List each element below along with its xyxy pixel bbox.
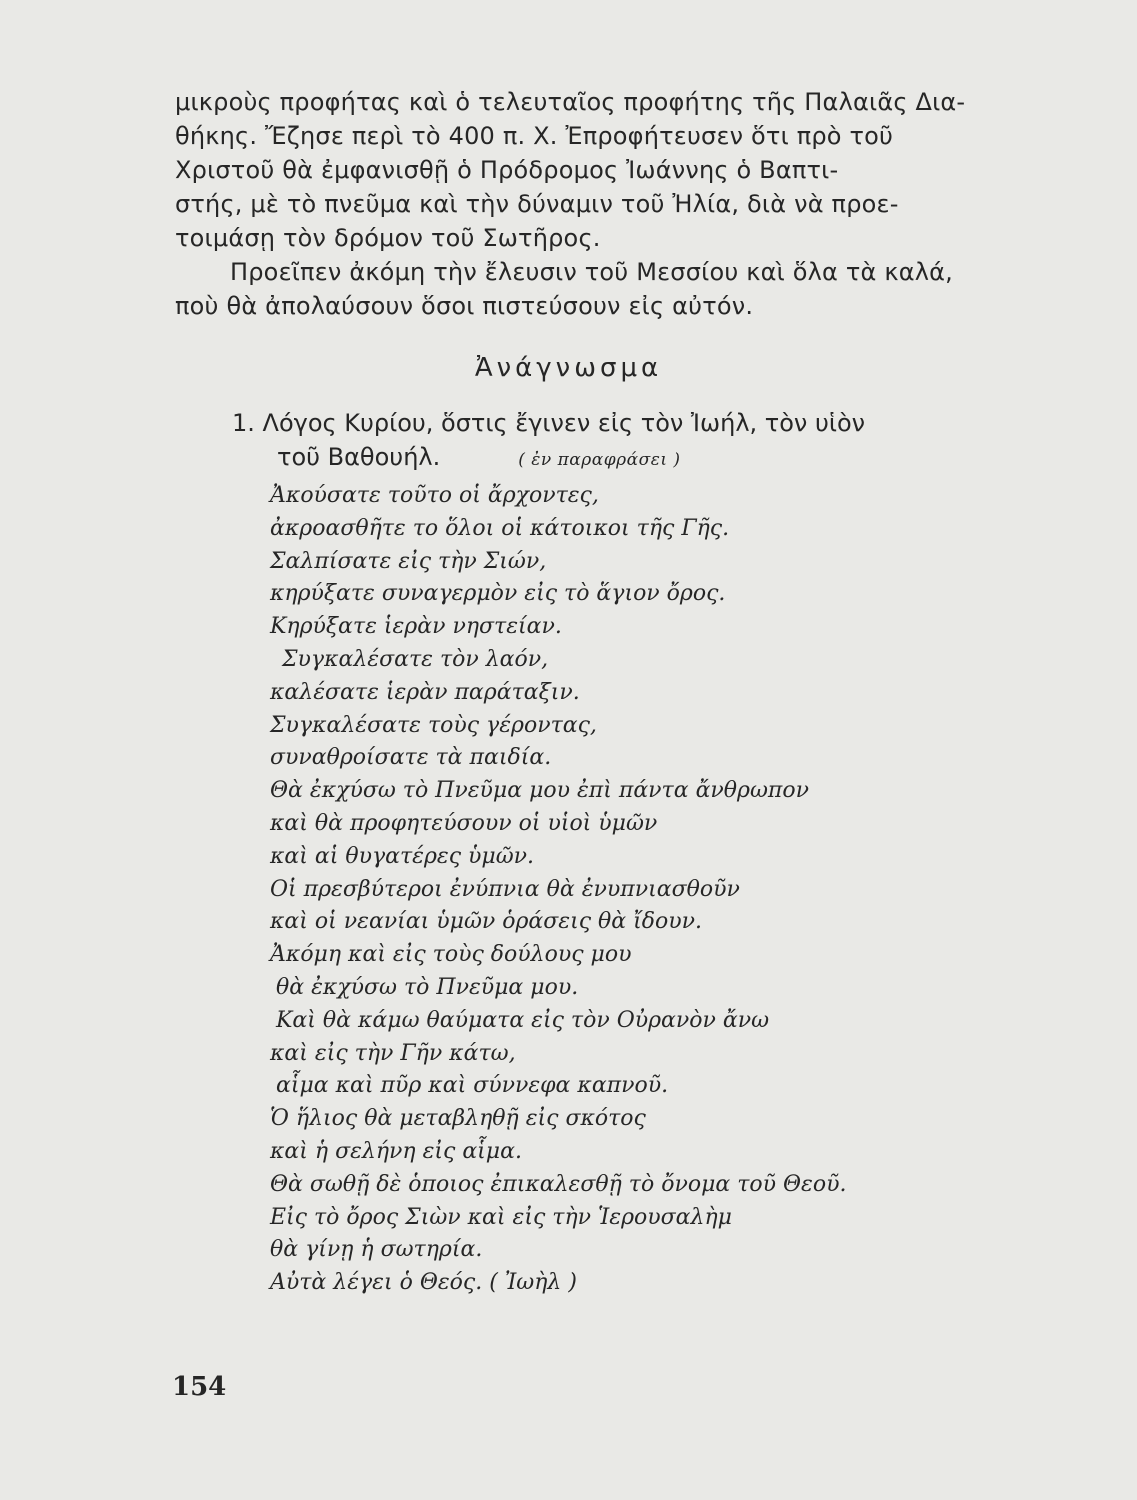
intro-line: τοιμάσῃ τὸν δρόμον τοῦ Σωτῆρος. [175,224,601,252]
poem-line: Ὁ ἥλιος θὰ μεταβληθῇ εἰς σκότος [270,1106,646,1132]
intro-line: θήκης. Ἔζησε περὶ τὸ 400 π. Χ. Ἐπροφήτευσεν ὅτι πρὸ τοῦ [175,122,894,150]
page-number: 154 [172,1372,227,1402]
section-heading: Ἀνάγνωσμα [474,353,663,383]
poem-line: Ἀκούσατε τοῦτο οἱ ἄρχοντες, [270,483,599,508]
reading-item [232,406,865,474]
poem-line: αἷμα καὶ πῦρ καὶ σύννεφα καπνοῦ. [276,1073,669,1099]
reading-source: τοῦ Βαθουήλ. [277,443,441,471]
poem-line: Θὰ σωθῇ δὲ ὁποιος ἐπικαλεσθῇ τὸ ὄνομα τοῦ Θεοῦ. [270,1171,847,1197]
poem-line: Οἱ πρεσβύτεροι ἐνύπνια θὰ ἐνυπνιασθοῦν [270,876,740,902]
poem-line: Θὰ ἐκχύσω τὸ Πνεῦμα μου ἐπὶ πάντα ἄνθρωπον [270,778,809,804]
poem-line: Συγκαλέσατε τὸν λαόν, [282,646,549,672]
poem-line: Κηρύξατε ἱερὰν νηστείαν. [270,614,562,640]
poem-line: Αὐτὰ λέγει ὁ Θεός. ( Ἰωὴλ ) [270,1270,577,1296]
poem-line: Ἀκόμη καὶ εἰς τοὺς δούλους μου [270,942,632,968]
poem-line: Σαλπίσατε εἰς τὴν Σιών, [270,548,547,574]
poem-line: καὶ οἱ νεανίαι ὑμῶν ὁράσεις θὰ ἴδουν. [270,909,703,935]
poem-line: ἀκροασθῆτε το ὅλοι οἱ κάτοικοι τῆς Γῆς. [270,515,730,541]
poem-line: καὶ ἡ σελήνη εἰς αἷμα. [270,1138,522,1164]
intro-paragraph [175,85,975,323]
poem-line: Συγκαλέσατε τοὺς γέροντας, [270,712,597,738]
poem-line: συναθροίσατε τὰ παιδία. [270,745,552,771]
intro-line: ποὺ θὰ ἀπολαύσουν ὅσοι πιστεύσουν εἰς αὐτόν. [175,292,754,320]
poem-line: κηρύξατε συναγερμὸν εἰς τὸ ἅγιον ὄρος. [270,581,726,607]
poem-line: θὰ ἐκχύσω τὸ Πνεῦμα μου. [276,974,579,1000]
intro-line: Χριστοῦ θὰ ἐμφανισθῇ ὁ Πρόδρομος Ἰωάννης ὁ Βαπτι- [175,156,839,184]
poem-line: καὶ θὰ προφητεύσουν οἱ υἱοὶ ὑμῶν [270,810,658,836]
poem-line: καὶ αἱ θυγατέρες ὑμῶν. [270,843,535,869]
poem-line: Εἰς τὸ ὄρος Σιὼν καὶ εἰς τὴν Ἱερουσαλὴμ [270,1204,732,1230]
paraphrase-note: ( ἐν παραφράσει ) [518,450,681,470]
reading-intro-line-2 [232,440,865,474]
poem-line: Καὶ θὰ κάμω θαύματα εἰς τὸν Οὐρανὸν ἄνω [276,1007,770,1033]
scripture-poem [270,480,846,1300]
poem-line: καὶ εἰς τὴν Γῆν κάτω, [270,1040,516,1066]
poem-line: θὰ γίνῃ ἡ σωτηρία. [270,1237,483,1263]
poem-line: καλέσατε ἱερὰν παράταξιν. [270,679,580,705]
intro-line: στής, μὲ τὸ πνεῦμα καὶ τὴν δύναμιν τοῦ Ἠλία, διὰ νὰ προε- [175,190,899,218]
intro-line: Προεῖπεν ἀκόμη τὴν ἔλευσιν τοῦ Μεσσίου καὶ ὅλα τὰ καλά, [230,258,954,286]
reading-intro-line: 1. Λόγος Κυρίου, ὅστις ἔγινεν εἰς τὸν Ἰωήλ, τὸν υἱὸν [232,409,866,437]
intro-line: μικροὺς προφήτας καὶ ὁ τελευταῖος προφήτης τῆς Παλαιᾶς Δια- [175,88,966,116]
